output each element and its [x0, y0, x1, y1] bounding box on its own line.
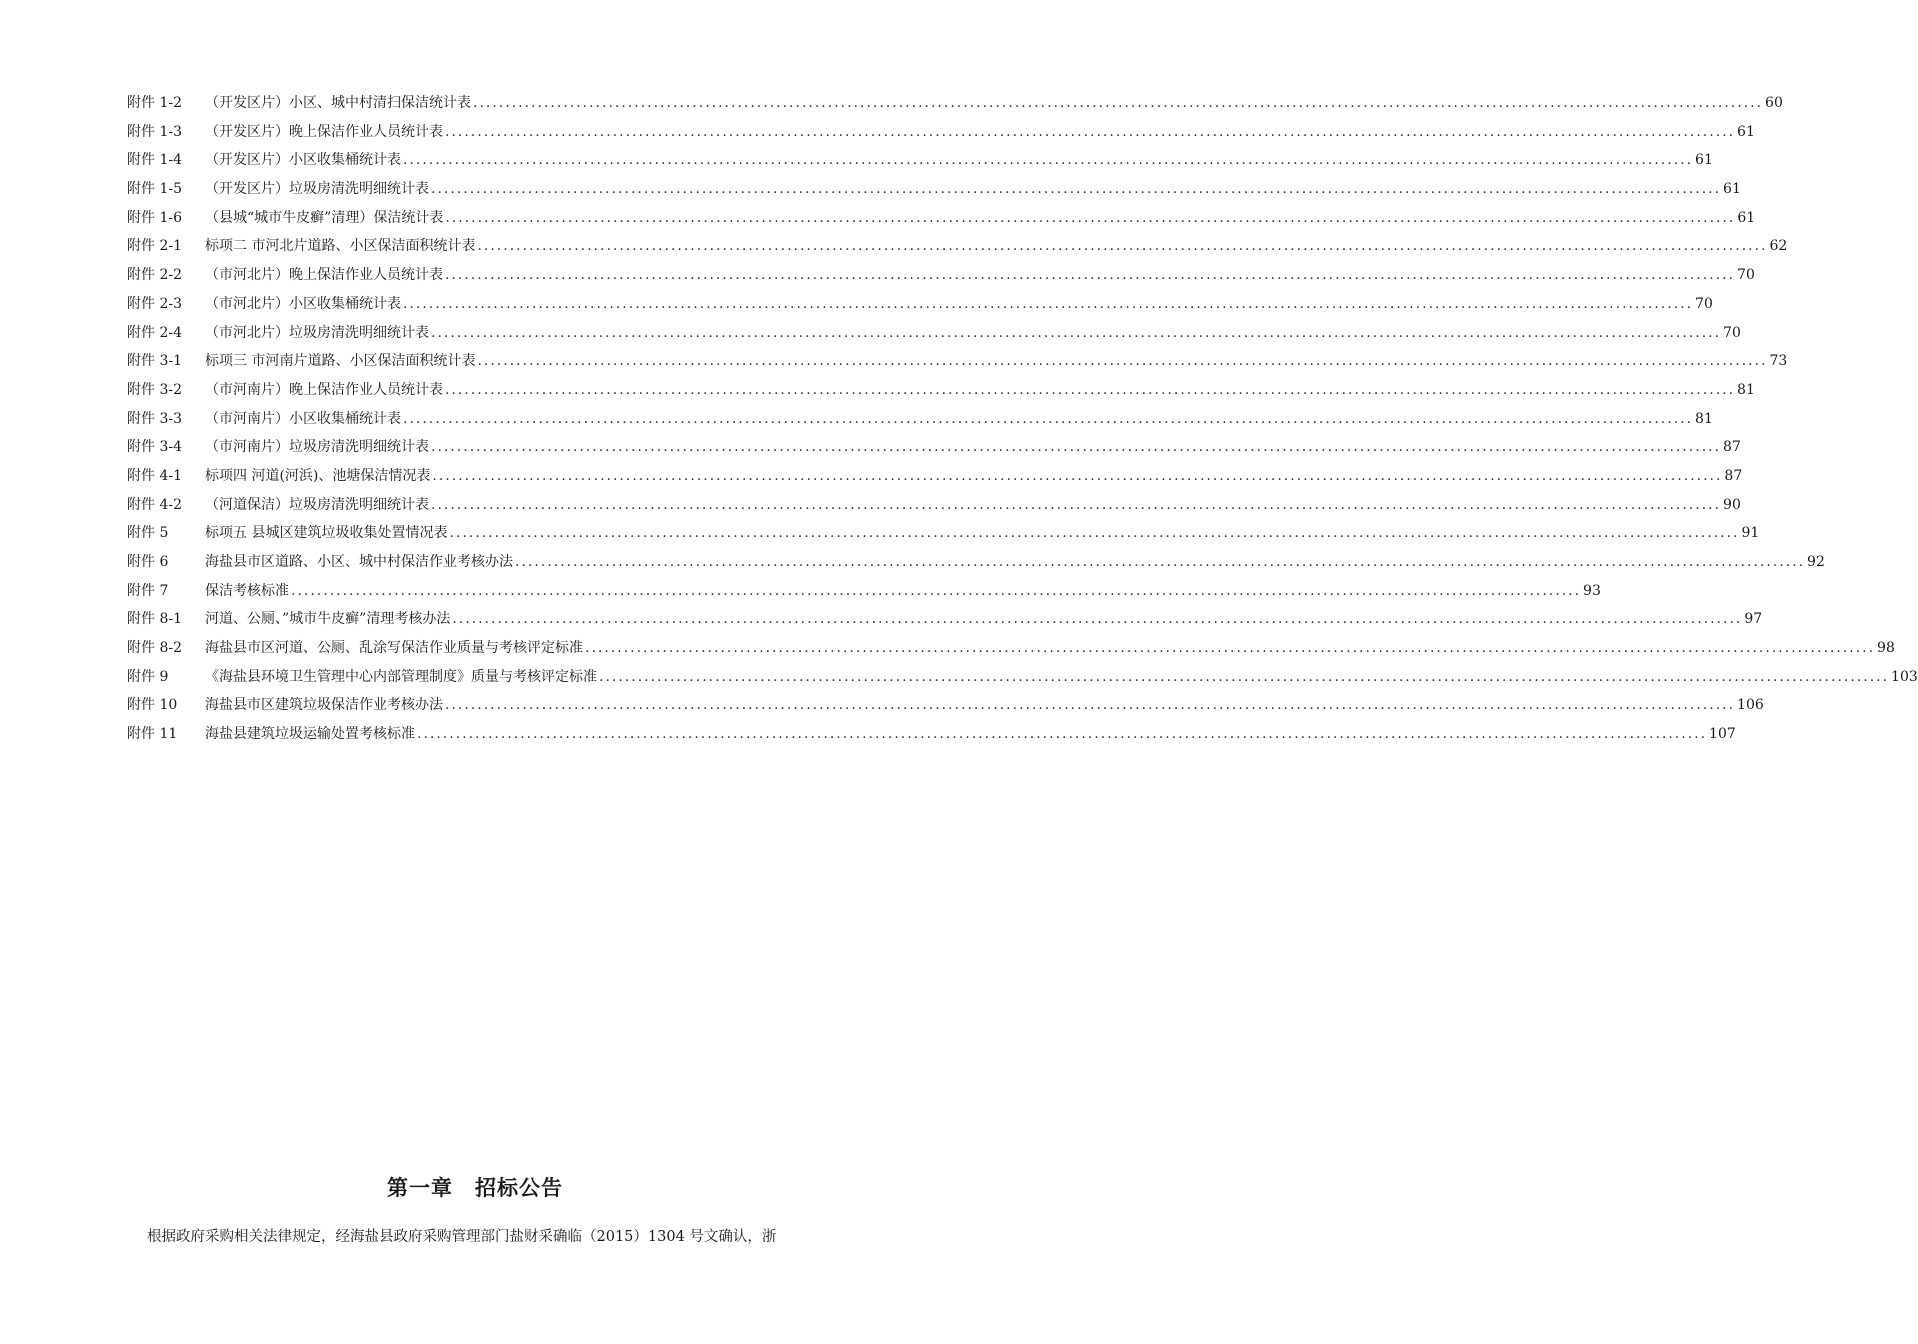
- toc-entry-title: （开发区片）垃圾房清洗明细统计表: [205, 181, 429, 198]
- toc-entry-page-number: 87: [1723, 439, 1741, 456]
- toc-entry-number: 附件 11: [127, 726, 178, 743]
- toc-entry-number: 附件 3-3: [127, 410, 182, 427]
- toc-entry[interactable]: [127, 663, 1918, 692]
- toc-entry-number: 附件 6: [127, 554, 169, 570]
- toc-dot-leader: [403, 405, 1693, 434]
- toc-entry-page-number: 61: [1737, 123, 1755, 140]
- toc-dot-leader: [477, 347, 1767, 376]
- toc-entry-page-number: 61: [1737, 209, 1756, 226]
- toc-entry[interactable]: [127, 175, 1741, 204]
- toc-entry-title: 海盐县市区道路、小区、城中村保洁作业考核办法: [205, 554, 513, 570]
- toc-entry-number: 附件 3-1: [127, 353, 182, 370]
- chapter-first-paragraph: 根据政府采购相关法律规定，经海盐县政府采购管理部门盐财采确临（2015）1304 号文确认，浙: [147, 1229, 777, 1245]
- toc-dot-leader: [403, 290, 1693, 319]
- toc-entry-page-number: 70: [1737, 267, 1755, 284]
- toc-entry-page-number: 61: [1723, 181, 1741, 198]
- toc-entry-number: 附件 3-2: [127, 381, 182, 398]
- toc-dot-leader: [515, 548, 1805, 577]
- toc-entry-title: 海盐县市区建筑垃圾保洁作业考核办法: [205, 697, 443, 714]
- toc-entry-number: 附件 3-4: [127, 439, 182, 456]
- toc-entry[interactable]: [127, 376, 1755, 405]
- toc-entry-number: 附件 5: [127, 525, 169, 542]
- toc-entry-title: 河道、公厕、”城市牛皮癣”清理考核办法: [205, 611, 451, 628]
- toc-entry[interactable]: [127, 347, 1788, 376]
- toc-entry-page-number: 60: [1765, 95, 1783, 111]
- toc-entry[interactable]: [127, 519, 1760, 548]
- toc-entry-number: 附件 2-1: [127, 238, 182, 255]
- toc-entry-title: （开发区片）小区收集桶统计表: [205, 152, 401, 169]
- toc-entry[interactable]: [127, 691, 1764, 720]
- toc-dot-leader: [431, 491, 1721, 520]
- toc-entry-page-number: 92: [1807, 554, 1825, 570]
- toc-entry-page-number: 62: [1769, 238, 1788, 255]
- toc-entry-number: 附件 1-4: [127, 152, 182, 169]
- toc-entry-title: （市河南片）垃圾房清洗明细统计表: [205, 439, 429, 456]
- toc-entry[interactable]: [127, 605, 1763, 634]
- toc-dot-leader: [432, 462, 1722, 491]
- toc-entry-number: 附件 4-2: [127, 496, 182, 513]
- toc-entry[interactable]: [127, 89, 1783, 118]
- toc-entry-title: （市河北片）小区收集桶统计表: [205, 295, 401, 312]
- toc-dot-leader: [445, 204, 1735, 233]
- toc-entry-title: 标项二 市河北片道路、小区保洁面积统计表: [205, 238, 476, 255]
- toc-entry-number: 附件 9: [127, 668, 169, 685]
- toc-entry-page-number: 97: [1744, 611, 1763, 628]
- toc-dot-leader: [473, 89, 1763, 118]
- toc-entry-page-number: 90: [1723, 496, 1741, 513]
- toc-entry[interactable]: [127, 548, 1825, 577]
- toc-entry-page-number: 61: [1695, 152, 1713, 169]
- toc-entry[interactable]: [127, 405, 1713, 434]
- toc-entry[interactable]: [127, 577, 1601, 606]
- toc-entry-page-number: 70: [1695, 295, 1713, 312]
- toc-entry[interactable]: [127, 146, 1713, 175]
- toc-entry-number: 附件 1-3: [127, 123, 182, 140]
- toc-entry[interactable]: [127, 433, 1741, 462]
- toc-entry-page-number: 73: [1769, 353, 1788, 370]
- toc-dot-leader: [291, 577, 1581, 606]
- toc-entry-page-number: 107: [1709, 726, 1736, 743]
- toc-entry-title: 标项三 市河南片道路、小区保洁面积统计表: [205, 353, 476, 370]
- chapter-heading: 第一章 招标公告: [387, 1176, 563, 1200]
- toc-dot-leader: [445, 261, 1735, 290]
- toc-dot-leader: [403, 146, 1693, 175]
- toc-dot-leader: [599, 663, 1889, 692]
- toc-dot-leader: [431, 433, 1721, 462]
- toc-entry-title: （市河南片）小区收集桶统计表: [205, 410, 401, 427]
- toc-entry[interactable]: [127, 261, 1755, 290]
- toc-entry[interactable]: [127, 290, 1713, 319]
- toc-entry-page-number: 81: [1737, 381, 1755, 398]
- table-of-contents: [127, 89, 1918, 749]
- toc-entry-number: 附件 1-2: [127, 95, 182, 111]
- toc-dot-leader: [477, 232, 1767, 261]
- toc-dot-leader: [449, 519, 1739, 548]
- toc-entry-title: 《海盐县环境卫生管理中心内部管理制度》质量与考核评定标准: [205, 668, 597, 685]
- toc-entry[interactable]: [127, 118, 1755, 147]
- toc-entry-page-number: 70: [1723, 324, 1741, 341]
- toc-entry-number: 附件 1-5: [127, 181, 182, 198]
- toc-entry-title: （开发区片）晚上保洁作业人员统计表: [205, 123, 443, 140]
- toc-dot-leader: [445, 691, 1735, 720]
- toc-entry-number: 附件 2-3: [127, 295, 182, 312]
- toc-dot-leader: [431, 175, 1721, 204]
- toc-entry-title: 保洁考核标准: [205, 582, 289, 599]
- toc-entry-title: 海盐县市区河道、公厕、乱涂写保洁作业质量与考核评定标准: [205, 640, 583, 657]
- toc-entry[interactable]: [127, 319, 1741, 348]
- toc-entry-page-number: 87: [1724, 467, 1743, 484]
- toc-entry-page-number: 103: [1891, 668, 1918, 685]
- toc-entry-page-number: 98: [1877, 640, 1895, 657]
- toc-entry-title: 标项四 河道(河浜)、池塘保洁情况表: [205, 467, 431, 484]
- toc-dot-leader: [431, 319, 1721, 348]
- toc-entry-page-number: 81: [1695, 410, 1713, 427]
- toc-entry-page-number: 91: [1741, 525, 1760, 542]
- toc-entry[interactable]: [127, 462, 1743, 491]
- toc-entry-title: （县城“城市牛皮癣”清理）保洁统计表: [205, 209, 444, 226]
- toc-dot-leader: [445, 376, 1735, 405]
- toc-entry-number: 附件 7: [127, 582, 169, 599]
- toc-entry-title: 海盐县建筑垃圾运输处置考核标准: [205, 726, 415, 743]
- toc-entry-page-number: 93: [1583, 582, 1601, 599]
- toc-entry-page-number: 106: [1737, 697, 1764, 714]
- toc-entry-number: 附件 8-1: [127, 611, 182, 628]
- toc-entry-number: 附件 2-4: [127, 324, 182, 341]
- toc-dot-leader: [585, 634, 1875, 663]
- toc-entry-number: 附件 1-6: [127, 209, 182, 226]
- toc-dot-leader: [452, 605, 1742, 634]
- toc-entry-title: （市河南片）晚上保洁作业人员统计表: [205, 381, 443, 398]
- toc-entry-title: （开发区片）小区、城中村清扫保洁统计表: [205, 95, 471, 111]
- toc-dot-leader: [417, 720, 1707, 749]
- toc-entry-number: 附件 8-2: [127, 640, 182, 657]
- toc-entry[interactable]: [127, 204, 1756, 233]
- toc-entry-number: 附件 2-2: [127, 267, 182, 284]
- toc-entry[interactable]: [127, 634, 1895, 663]
- toc-entry[interactable]: [127, 491, 1741, 520]
- toc-entry-title: （市河北片）垃圾房清洗明细统计表: [205, 324, 429, 341]
- toc-entry-title: （河道保洁）垃圾房清洗明细统计表: [205, 496, 429, 513]
- toc-entry-title: 标项五 县城区建筑垃圾收集处置情况表: [205, 525, 448, 542]
- toc-entry[interactable]: [127, 232, 1788, 261]
- toc-entry-number: 附件 4-1: [127, 467, 182, 484]
- toc-entry-title: （市河北片）晚上保洁作业人员统计表: [205, 267, 443, 284]
- toc-entry[interactable]: [127, 720, 1736, 749]
- toc-entry-number: 附件 10: [127, 697, 178, 714]
- toc-dot-leader: [445, 118, 1735, 147]
